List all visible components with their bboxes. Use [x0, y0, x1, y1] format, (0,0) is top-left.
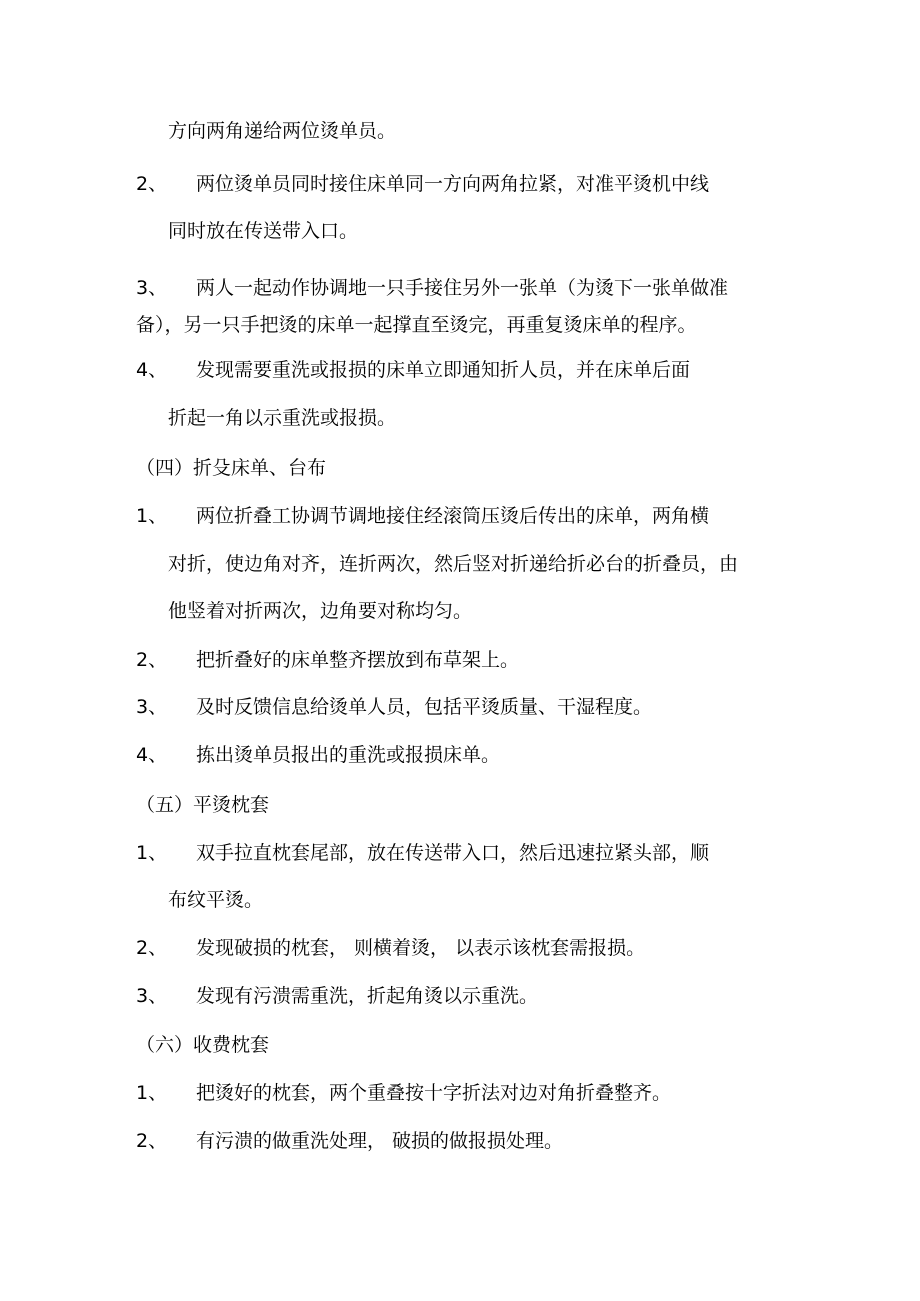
list-item-text: 两位折叠工协调节调地接住经滚筒压烫后传出的床单，两角横 [196, 505, 710, 527]
list-item-text: 拣出烫单员报出的重洗或报损床单。 [196, 744, 501, 766]
list-item-number: 3、 [136, 985, 168, 1007]
list-item-number: 4、 [136, 744, 168, 766]
list-item-text: 双手拉直枕套尾部，放在传送带入口，然后迅速拉紧头部，顺 [196, 842, 710, 864]
list-item-number: 2、 [136, 937, 168, 959]
list-item-text: 发现有污溃需重洗，折起角烫以示重洗。 [196, 985, 539, 1007]
list-item-text: 把折叠好的床单整齐摆放到布草架上。 [196, 649, 520, 671]
list-item-number: 1、 [136, 1082, 168, 1104]
list-item-number: 4、 [136, 359, 168, 381]
list-item-text: 发现需要重洗或报损的床单立即通知折人员，并在床单后面 [196, 359, 691, 381]
list-item-text: 把烫好的枕套，两个重叠按十字折法对边对角折叠整齐。 [196, 1082, 672, 1104]
list-item-number: 2、 [136, 649, 168, 671]
list-item-number: 3、 [136, 696, 168, 718]
list-item-continuation: 布纹平烫。 [168, 889, 264, 911]
section-heading: （四）折殳床单、台布 [136, 457, 327, 479]
list-item-number: 1、 [136, 842, 168, 864]
list-item-text: 两位烫单员同时接住床单同一方向两角拉紧，对准平烫机中线 [196, 173, 710, 195]
list-item-number: 3、 [136, 277, 168, 299]
list-item-continuation: 对折，使边角对齐，连折两次，然后竖对折递给折必台的折叠员，由 [168, 553, 739, 575]
section-heading: （五）平烫枕套 [136, 794, 270, 816]
list-item-number: 2、 [136, 1130, 168, 1152]
list-item-continuation: 同时放在传送带入口。 [168, 220, 359, 242]
paragraph-continuation: 方向两角递给两位烫单员。 [168, 120, 397, 142]
list-item-text: 有污溃的做重洗处理， 破损的做报损处理。 [196, 1130, 564, 1152]
list-item-number: 1、 [136, 505, 168, 527]
list-item-continuation: 他竖着对折两次，边角要对称均匀。 [168, 600, 473, 622]
list-item-text: 发现破损的枕套， 则横着烫， 以表示该枕套需报损。 [196, 937, 646, 959]
list-item-continuation: 备），另一只手把烫的床单一起撑直至烫完，再重复烫床单的程序。 [136, 314, 697, 336]
list-item-text: 及时反馈信息给烫单人员，包括平烫质量、干湿程度。 [196, 696, 653, 718]
list-item-text: 两人一起动作协调地一只手接住另外一张单（为烫下一张单做准 [196, 277, 729, 299]
section-heading: （六）收费枕套 [136, 1034, 270, 1056]
list-item-number: 2、 [136, 173, 168, 195]
list-item-continuation: 折起一角以示重洗或报损。 [168, 407, 397, 429]
